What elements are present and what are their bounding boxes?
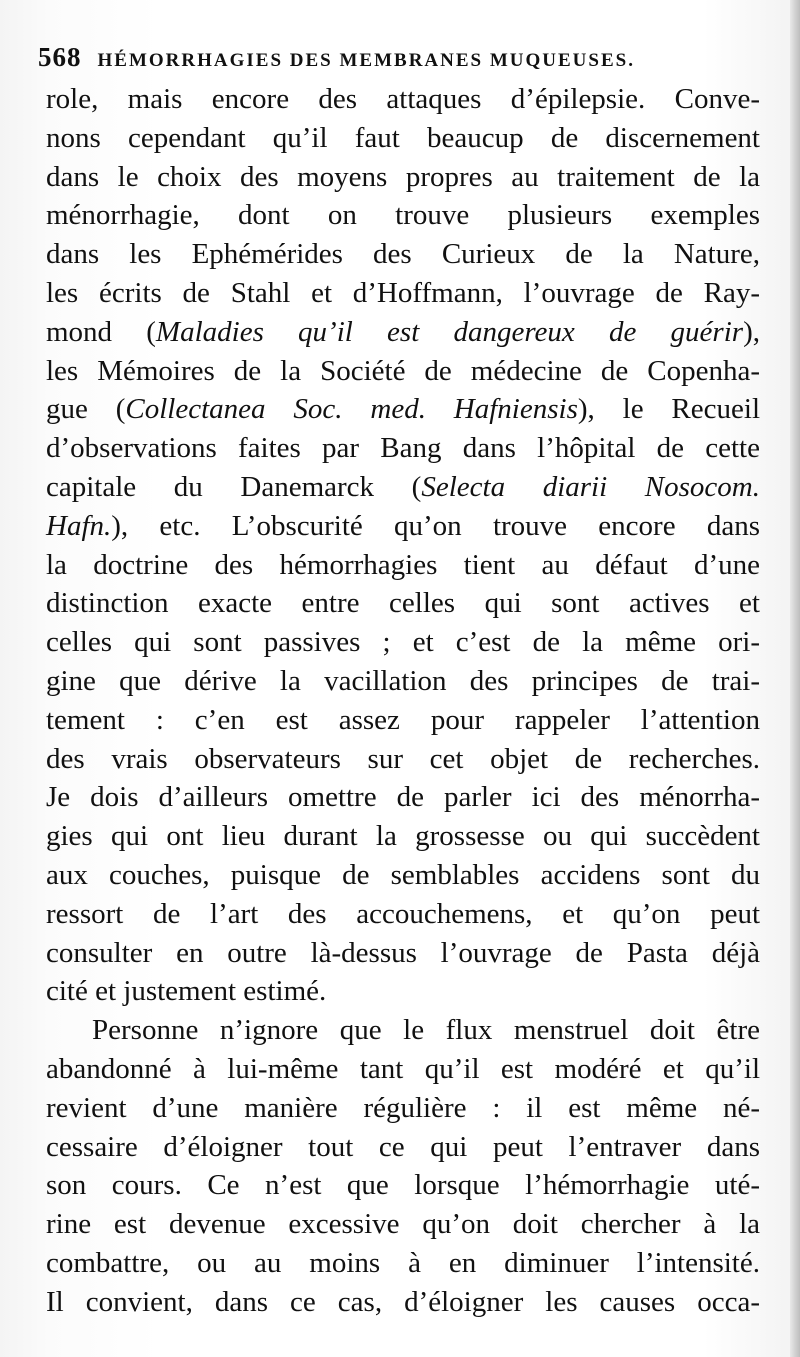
text-segment: distinction exacte entre celles qui sont actives et — [46, 587, 760, 620]
text-segment: gies qui ont lieu durant la grossesse ou qui succèdent — [46, 820, 760, 853]
text-segment: abandonné à lui-même tant qu’il est modéré et qu’il — [46, 1052, 760, 1085]
running-title: HÉMORRHAGIES DES MEMBRANES MUQUEUSES. — [97, 50, 635, 71]
text-line — [46, 274, 760, 313]
text-line — [46, 352, 760, 391]
italic-title: Selecta diarii Nosocom. — [421, 470, 760, 503]
text-segment: gine que dérive la vacillation des principes de trai- — [46, 664, 760, 697]
italic-title: Maladies qu’il est dangereux de guérir — [155, 315, 744, 348]
text-segment: ), le Recueil — [577, 393, 761, 426]
text-line — [46, 158, 760, 197]
text-segment: son cours. Ce n’est que lorsque l’hémorrhagie uté- — [46, 1169, 760, 1202]
text-segment: rine est devenue excessive qu’on doit chercher à la — [46, 1208, 760, 1241]
text-line — [46, 584, 760, 623]
text-line — [46, 1205, 760, 1244]
text-line — [46, 895, 760, 934]
text-line — [46, 1089, 760, 1128]
text-line — [46, 507, 760, 546]
text-line — [46, 468, 760, 507]
text-segment: la doctrine des hémorrhagies tient au défaut d’une — [46, 548, 760, 581]
text-segment: gue ( — [46, 393, 126, 426]
text-segment: Je dois d’ailleurs omettre de parler ici des ménorrha- — [46, 781, 760, 814]
text-segment: capitale du Danemarck ( — [46, 470, 422, 503]
text-segment: dans le choix des moyens propres au traitement de la — [46, 160, 760, 193]
text-line — [46, 1011, 760, 1050]
text-line — [46, 235, 760, 274]
text-segment: cité et justement estimé. — [46, 975, 327, 1008]
text-segment: dans les Ephémérides des Curieux de la Nature, — [46, 238, 760, 271]
text-line — [46, 972, 760, 1011]
text-segment: nons cependant qu’il faut beaucup de discernement — [46, 121, 760, 154]
text-segment: ressort de l’art des accouchemens, et qu’on peut — [46, 897, 760, 930]
text-line — [46, 856, 760, 895]
text-line — [46, 934, 760, 973]
text-line — [46, 313, 760, 352]
text-segment: revient d’une manière régulière : il est même né- — [46, 1091, 760, 1124]
text-line — [46, 817, 760, 856]
italic-title: Collectanea Soc. med. Hafniensis — [125, 393, 578, 426]
text-line — [46, 390, 760, 429]
text-line — [46, 1128, 760, 1167]
italic-title: Hafn. — [46, 509, 112, 542]
text-line — [46, 662, 760, 701]
text-line — [46, 778, 760, 817]
text-line — [46, 740, 760, 779]
text-segment: celles qui sont passives ; et c’est de la même ori- — [46, 626, 760, 659]
text-segment: Il convient, dans ce cas, d’éloigner les causes occa- — [46, 1285, 760, 1318]
text-segment: des vrais observateurs sur cet objet de recherches. — [46, 742, 760, 775]
text-line — [46, 1283, 760, 1322]
text-segment: aux couches, puisque de semblables accidens sont du — [46, 858, 760, 891]
text-line — [46, 196, 760, 235]
text-segment: ménorrhagie, dont on trouve plusieurs exemples — [46, 199, 760, 232]
text-segment: combattre, ou au moins à en diminuer l’intensité. — [46, 1246, 760, 1279]
text-line — [46, 623, 760, 662]
text-segment: ), — [743, 315, 760, 348]
text-segment: Personne n’ignore que le flux menstruel doit être — [92, 1014, 760, 1047]
text-line — [46, 1244, 760, 1283]
text-line — [46, 80, 760, 119]
text-line — [46, 546, 760, 585]
text-segment: les écrits de Stahl et d’Hoffmann, l’ouvrage de Ray- — [46, 276, 760, 309]
text-segment: consulter en outre là-dessus l’ouvrage de Pasta déjà — [46, 936, 760, 969]
text-line — [46, 119, 760, 158]
text-line — [46, 1166, 760, 1205]
text-segment: ), etc. L’obscurité qu’on trouve encore dans — [111, 509, 760, 542]
text-segment: mond ( — [46, 315, 156, 348]
text-line — [46, 429, 760, 468]
text-segment: tement : c’en est assez pour rappeler l’attention — [46, 703, 760, 736]
running-header — [38, 42, 778, 73]
text-segment: role, mais encore des attaques d’épilepsie. Conve- — [46, 83, 760, 115]
page-binding-edge — [790, 0, 800, 1357]
text-line — [46, 1050, 760, 1089]
text-segment: cessaire d’éloigner tout ce qui peut l’entraver dans — [46, 1130, 760, 1163]
page-number: 568 — [38, 42, 82, 72]
text-segment: les Mémoires de la Société de médecine de Copenha- — [46, 354, 760, 387]
text-segment: d’observations faites par Bang dans l’hôpital de cette — [46, 432, 760, 465]
body-text — [46, 80, 760, 1322]
text-line — [46, 701, 760, 740]
